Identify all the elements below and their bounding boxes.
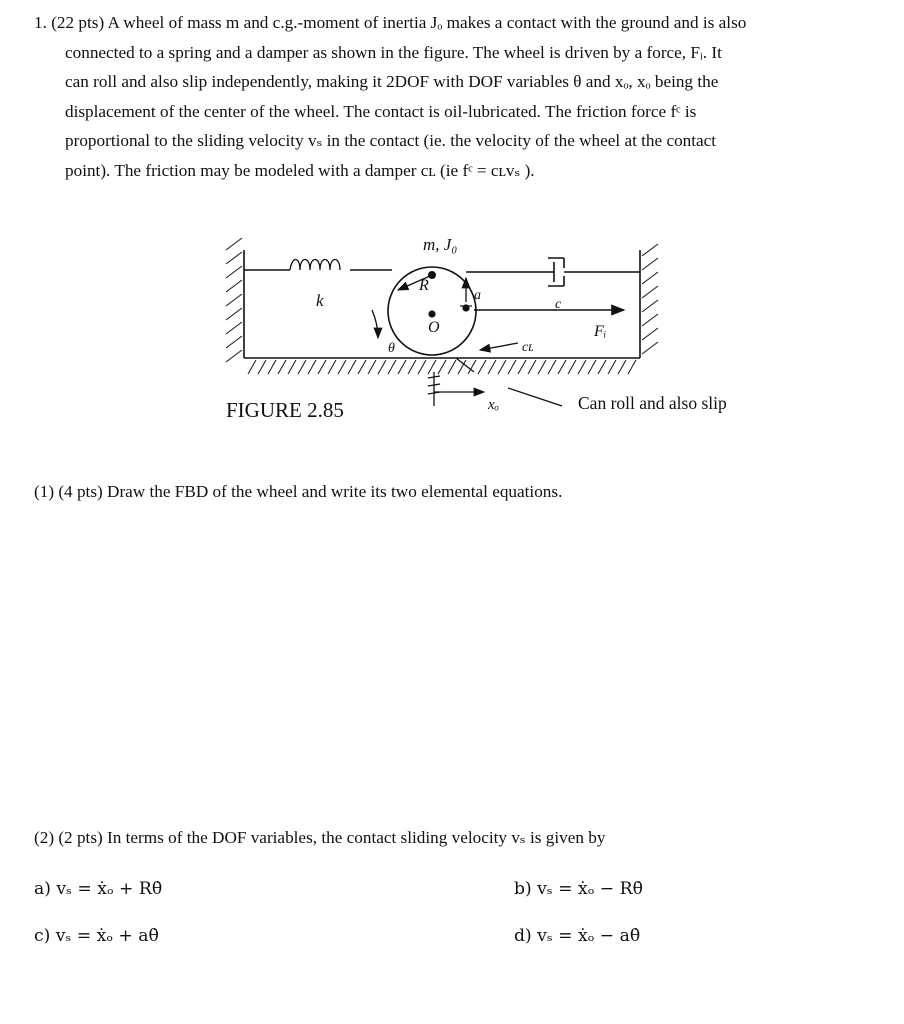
problem-line-4: displacement of the center of the wheel. The contact is oil-lubricated. The friction force fᶜ is: [65, 101, 697, 121]
option-b: b) vₛ = ẋₒ − Rθ̇: [514, 879, 643, 899]
problem-statement: [34, 8, 854, 186]
problem-line-6: point). The friction may be modeled with a damper cʟ (ie fᶜ = cʟvₛ ).: [65, 160, 535, 180]
ground: [244, 358, 640, 374]
friction-arrow: [480, 343, 518, 350]
force-label: Fᵢ: [594, 323, 607, 340]
cg-dot: [429, 272, 435, 278]
damper: [466, 258, 640, 286]
question-2: (2) (2 pts) In terms of the DOF variables, the contact sliding velocity vₛ is given by: [34, 828, 606, 847]
spring: [244, 260, 392, 271]
left-wall: [226, 238, 244, 362]
friction-label: cʟ: [522, 340, 534, 355]
option-d: d) vₛ = ẋₒ − aθ̇: [514, 926, 641, 946]
note-pointer: [508, 388, 562, 406]
displacement-label: xₒ: [488, 397, 499, 413]
radius-label: R: [419, 277, 429, 294]
contact-point: [428, 358, 474, 406]
problem-line-5: proportional to the sliding velocity vₛ in the contact (ie. the velocity of the wheel at the contact: [65, 131, 717, 151]
roll-slip-note: Can roll and also slip: [578, 393, 727, 413]
question-1: (1) (4 pts) Draw the FBD of the wheel and write its two elemental equations.: [34, 482, 563, 501]
damper-label: c: [555, 297, 562, 312]
mass-label: m, J₀: [423, 235, 458, 254]
problem-line-3: can roll and also slip independently, making it 2DOF with DOF variables θ and xₒ, xₒ being the: [65, 72, 719, 92]
problem-line-1: 1. (22 pts) A wheel of mass m and c.g.-moment of inertia Jₒ makes a contact with the ground and is also: [34, 13, 747, 32]
spring-label: k: [316, 291, 324, 310]
problem-line-2: connected to a spring and a damper as shown in the figure. The wheel is driven by a force, Fᵢ. It: [65, 42, 722, 62]
angle-label: θ: [388, 341, 395, 356]
right-wall: [640, 244, 658, 358]
rotation-arrow: [372, 310, 378, 338]
wheel-center-dot: [429, 311, 435, 317]
center-label: O: [428, 319, 440, 336]
offset-label: a: [474, 288, 481, 303]
figure-caption: FIGURE 2.85: [226, 398, 344, 422]
option-a: a) vₛ = ẋₒ + Rθ̇: [34, 879, 163, 899]
option-c: c) vₛ = ẋₒ + aθ̇: [34, 926, 159, 946]
